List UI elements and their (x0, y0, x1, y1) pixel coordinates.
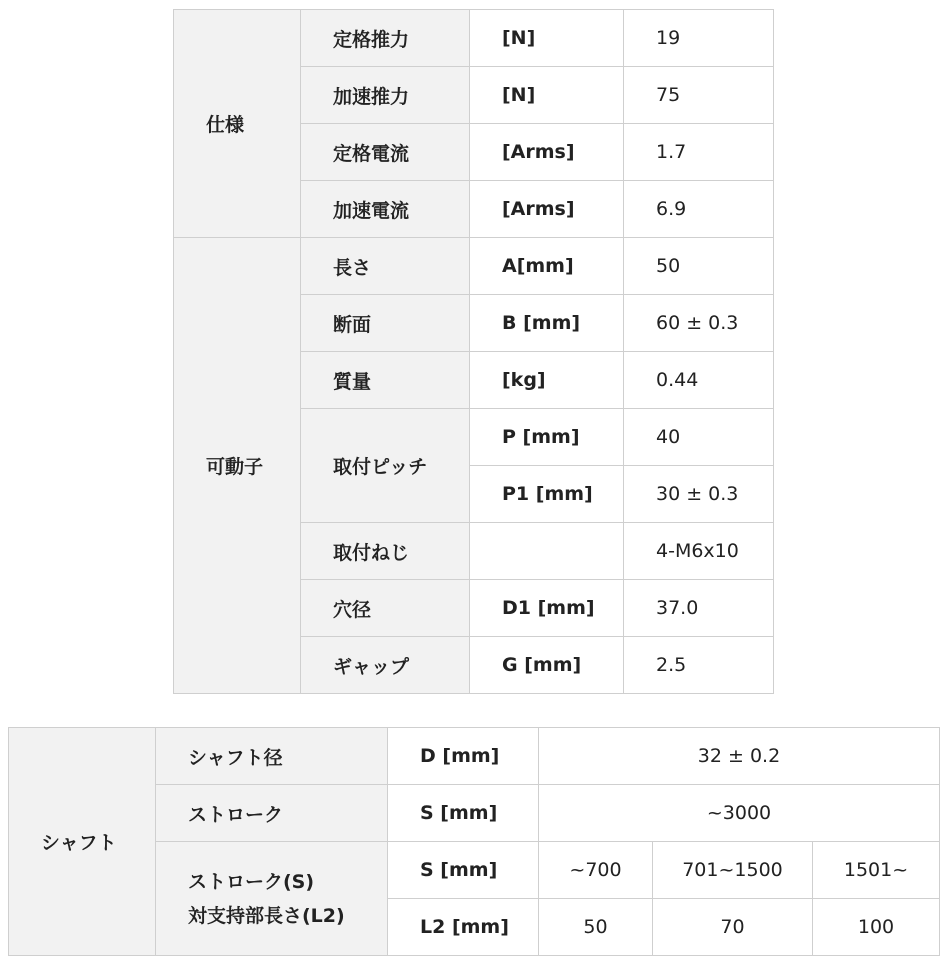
row-value: 75 (624, 67, 774, 124)
row-unit (470, 523, 624, 580)
row-value: 50 (539, 899, 653, 956)
row-unit: P1 [mm] (470, 466, 624, 523)
row-value: 6.9 (624, 181, 774, 238)
row-label: 質量 (301, 352, 470, 409)
support-label-line1: ストローク(S) (188, 870, 315, 893)
table-row (9, 728, 940, 785)
row-value: ~3000 (539, 785, 940, 842)
spec-group-cell: 仕様 (174, 10, 301, 238)
row-value: ~700 (539, 842, 653, 899)
row-value: 4-M6x10 (624, 523, 774, 580)
row-value: 60 ± 0.3 (624, 295, 774, 352)
row-value: 32 ± 0.2 (539, 728, 940, 785)
row-label: 定格推力 (301, 10, 470, 67)
row-label: 加速推力 (301, 67, 470, 124)
row-value: 2.5 (624, 637, 774, 694)
row-label: シャフト径 (156, 728, 388, 785)
row-unit: S [mm] (388, 842, 539, 899)
row-label: 取付ピッチ (301, 409, 470, 523)
row-label: 取付ねじ (301, 523, 470, 580)
row-unit: G [mm] (470, 637, 624, 694)
row-value: 100 (813, 899, 940, 956)
row-value: 40 (624, 409, 774, 466)
row-value: 30 ± 0.3 (624, 466, 774, 523)
row-label: 加速電流 (301, 181, 470, 238)
row-label: 断面 (301, 295, 470, 352)
row-unit: [kg] (470, 352, 624, 409)
row-unit: [Arms] (470, 124, 624, 181)
row-unit: L2 [mm] (388, 899, 539, 956)
support-label-line2: 対支持部長さ(L2) (188, 904, 345, 927)
row-unit: [Arms] (470, 181, 624, 238)
mover-group-cell: 可動子 (174, 238, 301, 694)
table-row (174, 10, 774, 67)
shaft-table (8, 727, 940, 956)
row-value: 50 (624, 238, 774, 295)
row-label: ストローク (156, 785, 388, 842)
row-label: ギャップ (301, 637, 470, 694)
row-value: 37.0 (624, 580, 774, 637)
shaft-group-cell: シャフト (9, 728, 156, 956)
row-unit: D1 [mm] (470, 580, 624, 637)
row-value: 1501~ (813, 842, 940, 899)
row-value: 1.7 (624, 124, 774, 181)
row-unit: P [mm] (470, 409, 624, 466)
row-label: 穴径 (301, 580, 470, 637)
row-unit: S [mm] (388, 785, 539, 842)
support-length-label (156, 842, 388, 956)
row-unit: B [mm] (470, 295, 624, 352)
row-unit: [N] (470, 10, 624, 67)
row-value: 70 (653, 899, 813, 956)
row-unit: A[mm] (470, 238, 624, 295)
row-label: 定格電流 (301, 124, 470, 181)
row-value: 19 (624, 10, 774, 67)
row-unit: [N] (470, 67, 624, 124)
row-value: 701~1500 (653, 842, 813, 899)
table-row (174, 238, 774, 295)
spec-table (173, 9, 774, 694)
row-label: 長さ (301, 238, 470, 295)
row-value: 0.44 (624, 352, 774, 409)
row-unit: D [mm] (388, 728, 539, 785)
